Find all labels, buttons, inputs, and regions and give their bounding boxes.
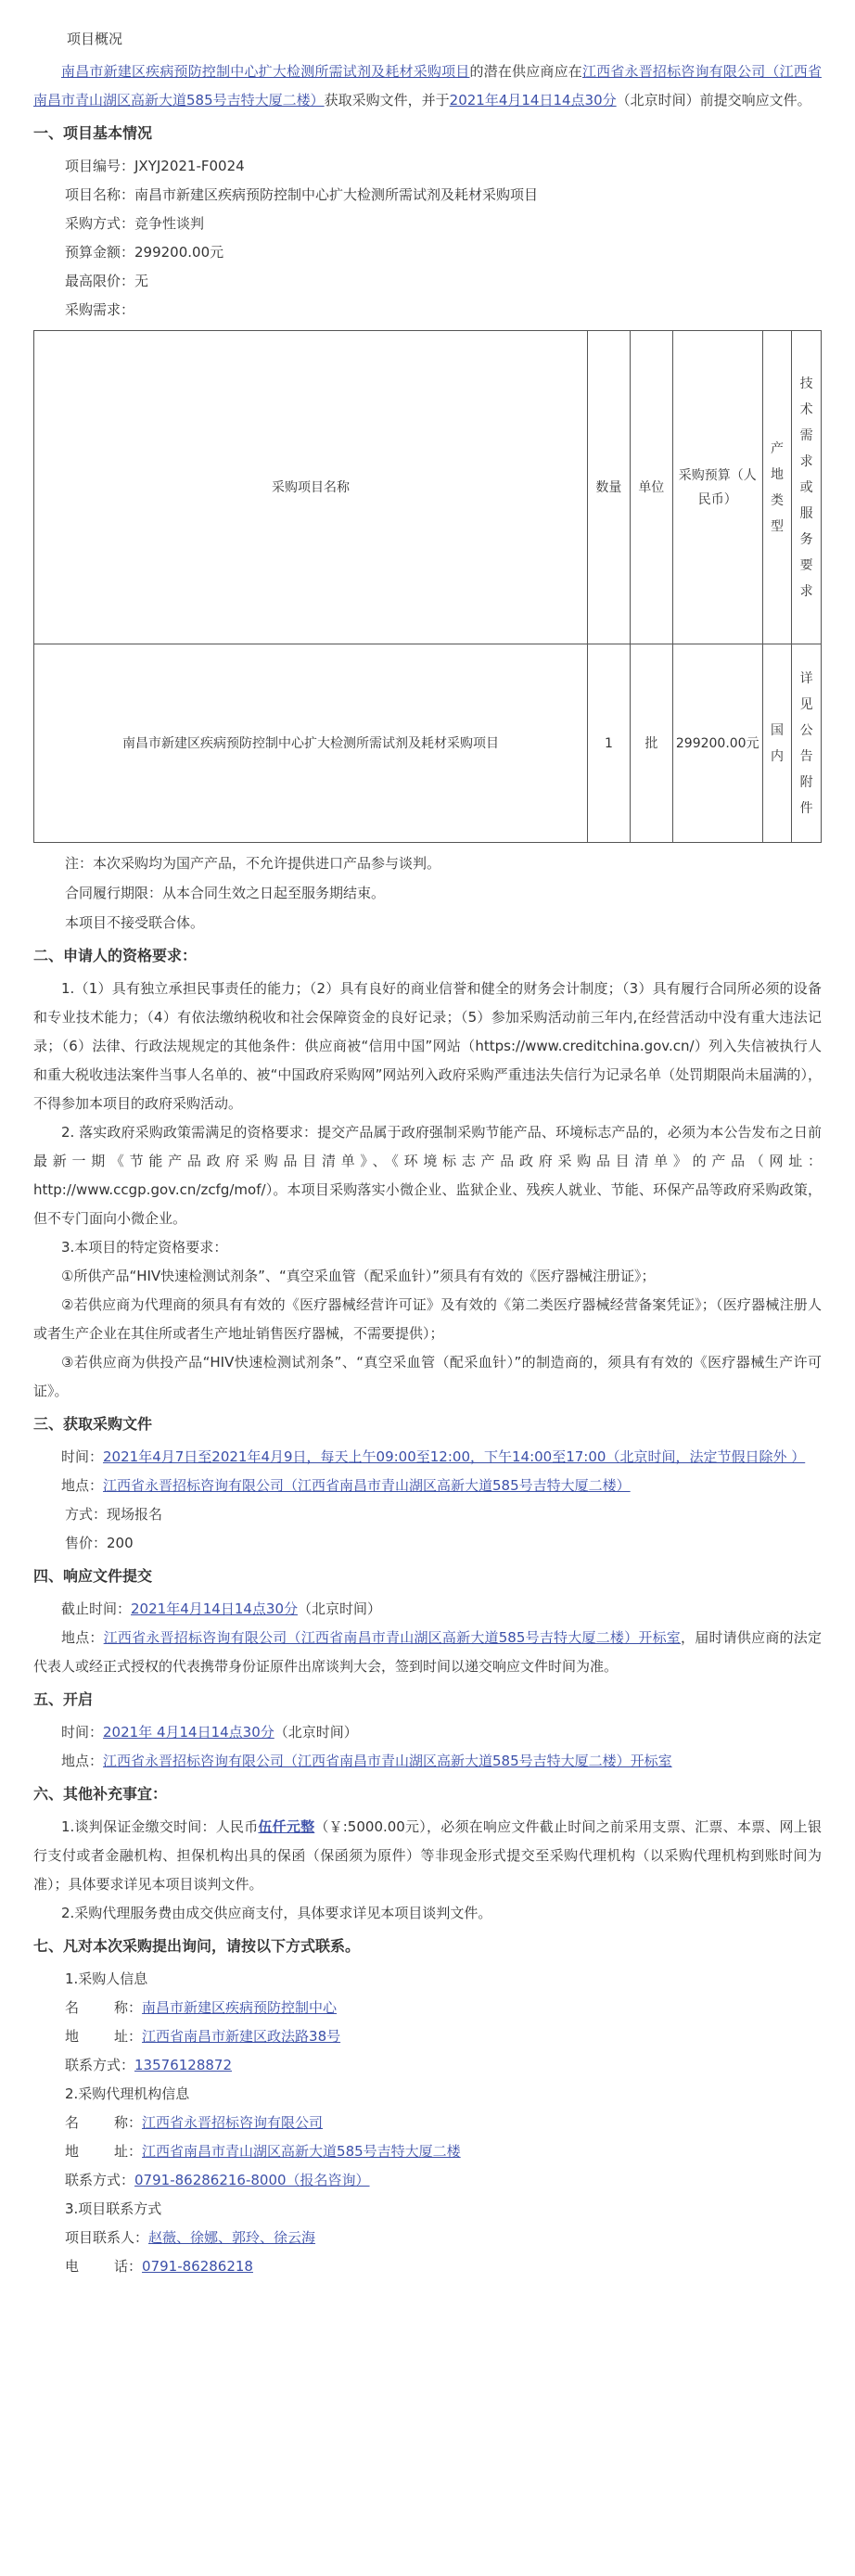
- obtain-price: 售价：200: [65, 1535, 134, 1551]
- cell-unit: 批: [630, 644, 672, 843]
- submission-place-suffix: ，届时请供应商的法定代表人或经正式授权的代表携带身份证原件出席谈判大会，签到时间以递交响应文件时间为准。: [33, 1629, 822, 1675]
- intro-text-3: （北京时间）前提交响应文件。: [616, 92, 811, 108]
- qualification-specific-2: ②若供应商为代理商的须具有有效的《医疗器械经营许可证》及有效的《第二类医疗器械经营备案凭证》；（医疗器械注册人或者生产企业在其住所或者生产地址销售医疗器械，不需要提供）；: [33, 1296, 822, 1342]
- obtain-method: 方式：现场报名: [65, 1506, 163, 1523]
- cell-item-name: 南昌市新建区疾病预防控制中心扩大检测所需试剂及耗材采购项目: [34, 644, 588, 843]
- demand-label: 采购需求：: [65, 301, 135, 318]
- opening-time-value: 2021年 4月14日14点30分: [103, 1724, 274, 1741]
- section-3-title: 三、获取采购文件: [33, 1415, 153, 1433]
- agency-heading: 2.采购代理机构信息: [65, 2085, 190, 2102]
- qualification-specific-3: ③若供应商为供投产品“HIV快速检测试剂条”、“真空采血管（配采血针）”的制造商的，须具有有效的《医疗器械生产许可证》。: [33, 1354, 822, 1399]
- obtain-time-label: 时间：: [61, 1448, 104, 1465]
- contact-value: 0791-86286218: [142, 2258, 253, 2275]
- max-price: 最高限价：无: [65, 273, 149, 289]
- deposit-amount: 伍仟元整: [258, 1818, 315, 1835]
- cell-budget: 299200.00元: [672, 644, 762, 843]
- intro-paragraph: [33, 57, 822, 115]
- project-contact-phone: [33, 2252, 822, 2281]
- procurement-method: 采购方式：竞争性谈判: [65, 215, 205, 232]
- submission-place-value: 江西省永晋招标咨询有限公司（江西省南昌市青山湖区高新大道585号吉特大厦二楼）开标室: [103, 1629, 682, 1646]
- table-header-row: [34, 331, 822, 644]
- project-contact-persons: [33, 2224, 822, 2252]
- deposit-text-2: （￥:5000.00元），必须在响应文件截止时间之前采用支票、汇票、本票、网上银行支付或者金融机构、担保机构出具的保函（保函须为原件）等非现金形式提交至采购代理机构（以采购代理机构到账时间为准）；具体要求详见本项目谈判文件。: [33, 1818, 822, 1893]
- contact-value: 南昌市新建区疾病预防控制中心: [142, 1999, 338, 2016]
- header-tech-requirements: 技术需求或服务要求: [792, 331, 822, 644]
- contact-value: 13576128872: [134, 2057, 232, 2073]
- opening-time-label: 时间：: [61, 1724, 104, 1741]
- opening-time: [33, 1718, 822, 1747]
- qualification-policy: 2. 落实政府采购政策需满足的资格要求：提交产品属于政府强制采购节能产品、环境标志产品的，必须为本公告发布之日前最新一期《节能产品政府采购品目清单》、《环境标志产品政府采购品目清单》的产品（网址：http://www.ccgp.gov.cn/zcfg/mof/）。本项目采购落实小微企业、监狱企业、残疾人就业、节能、环保产品等政府采购政策，但不专门面向小微企业。: [33, 1124, 822, 1227]
- note-no-consortium: 本项目不接受联合体。: [65, 914, 205, 931]
- note-domestic: 注：本次采购均为国产产品，不允许提供进口产品参与谈判。: [65, 855, 441, 872]
- opening-place-label: 地点：: [61, 1753, 104, 1769]
- contact-label: 地: [65, 2143, 80, 2160]
- purchaser-phone: [33, 2051, 822, 2080]
- qualification-specific-1: ①所供产品“HIV快速检测试剂条”、“真空采血管（配采血针）”须具有有效的《医疗器械注册证》；: [61, 1268, 656, 1284]
- header-budget: 采购预算（人民币）: [672, 331, 762, 644]
- contact-value: 0791-86286216-8000（报名咨询）: [134, 2172, 370, 2188]
- submission-place-label: 地点：: [61, 1629, 104, 1646]
- contact-label: 联系方式：: [65, 2057, 135, 2073]
- opening-place: [33, 1747, 822, 1776]
- section-4-title: 四、响应文件提交: [33, 1567, 153, 1585]
- obtain-time: [33, 1443, 822, 1472]
- contact-label: 电: [65, 2258, 80, 2275]
- contact-label: 称：: [114, 1999, 143, 2016]
- obtain-time-value: 2021年4月7日至2021年4月9日，每天上午09:00至12:00，下午14:00至17:00（北京时间，法定节假日除外 ）: [103, 1448, 806, 1465]
- header-unit: 单位: [630, 331, 672, 644]
- section-2-title: 二、申请人的资格要求：: [33, 947, 198, 964]
- agency-address: [33, 2137, 822, 2166]
- obtain-place: [33, 1472, 822, 1500]
- opening-time-suffix: （北京时间）: [274, 1724, 358, 1741]
- contact-label: 址：: [114, 2028, 143, 2045]
- qualification-general: 1.（1）具有独立承担民事责任的能力；（2）具有良好的商业信誉和健全的财务会计制度；（3）具有履行合同所必须的设备和专业技术能力；（4）有依法缴纳税收和社会保障资金的良好记录；（5）参加采购活动前三年内,在经营活动中没有重大违法记录；（6）法律、行政法规规定的其他条件：供应商被“信用中国”网站（https://www.creditchina.gov.cn/）列入失信被执行人和重大税收违法案件当事人名单的、被“中国政府采购网”网站列入政府采购严重违法失信行为记录名单（处罚期限尚未届满的），不得参加本项目的政府采购活动。: [33, 980, 822, 1112]
- intro-project-name: 南昌市新建区疾病预防控制中心扩大检测所需试剂及耗材采购项目: [61, 63, 470, 80]
- deposit-text-1: 1.谈判保证金缴交时间：人民币: [61, 1818, 259, 1835]
- contact-label: 项目联系人：: [65, 2229, 149, 2246]
- header-item-name: 采购项目名称: [34, 331, 588, 644]
- project-contact-heading: 3.项目联系方式: [65, 2200, 162, 2217]
- contact-label: 称：: [114, 2114, 143, 2131]
- section-5-title: 五、开启: [33, 1690, 94, 1708]
- section-6-title: 六、其他补充事宜：: [33, 1785, 168, 1803]
- qualification-specific-heading: 3.本项目的特定资格要求：: [61, 1239, 228, 1256]
- cell-origin: 国内: [762, 644, 792, 843]
- intro-place: 江西省永晋招标咨询有限公司（江西省南昌市青山湖区高新大道585号吉特大厦二楼）: [33, 63, 822, 108]
- deposit-paragraph: [33, 1813, 822, 1899]
- agency-phone: [33, 2166, 822, 2195]
- contact-value: 江西省永晋招标咨询有限公司: [142, 2114, 324, 2131]
- section-1-title: 一、项目基本情况: [33, 124, 153, 142]
- header-origin: 产地类型: [762, 331, 792, 644]
- intro-text-1: 的潜在供应商应在: [469, 63, 582, 80]
- submission-deadline: [33, 1595, 822, 1624]
- contact-label: 地: [65, 2028, 80, 2045]
- contact-value: 江西省南昌市青山湖区高新大道585号吉特大厦二楼: [142, 2143, 461, 2160]
- opening-place-value: 江西省永晋招标咨询有限公司（江西省南昌市青山湖区高新大道585号吉特大厦二楼）开标室: [103, 1753, 672, 1769]
- purchaser-name: [33, 1994, 822, 2022]
- cell-quantity: 1: [587, 644, 630, 843]
- intro-text-2: 获取采购文件，并于: [324, 92, 450, 108]
- submission-deadline-value: 2021年4月14日14点30分: [131, 1600, 298, 1617]
- contact-label: 联系方式：: [65, 2172, 135, 2188]
- obtain-place-label: 地点：: [61, 1477, 104, 1494]
- submission-deadline-suffix: （北京时间）: [298, 1600, 382, 1617]
- agency-fee-paragraph: 2.采购代理服务费由成交供应商支付，具体要求详见本项目谈判文件。: [61, 1905, 492, 1921]
- intro-deadline: 2021年4月14日14点30分: [449, 92, 617, 108]
- contact-label: 名: [65, 2114, 80, 2131]
- header-quantity: 数量: [587, 331, 630, 644]
- note-contract-period: 合同履行期限：从本合同生效之日起至服务期结束。: [65, 885, 386, 901]
- submission-deadline-label: 截止时间：: [61, 1600, 132, 1617]
- contact-value: 江西省南昌市新建区政法路38号: [142, 2028, 341, 2045]
- contact-label: 址：: [114, 2143, 143, 2160]
- obtain-place-value: 江西省永晋招标咨询有限公司（江西省南昌市青山湖区高新大道585号吉特大厦二楼）: [103, 1477, 631, 1494]
- budget-amount: 预算金额：299200.00元: [65, 244, 224, 261]
- submission-place: [33, 1624, 822, 1681]
- cell-tech-requirements: 详见公告附件: [792, 644, 822, 843]
- contact-label: 话：: [114, 2258, 143, 2275]
- project-number: 项目编号：JXYJ2021-F0024: [65, 158, 245, 174]
- requirements-table: [33, 330, 822, 843]
- project-name: 项目名称：南昌市新建区疾病预防控制中心扩大检测所需试剂及耗材采购项目: [65, 186, 539, 203]
- section-7-title: 七、凡对本次采购提出询问，请按以下方式联系。: [33, 1937, 361, 1955]
- purchaser-heading: 1.采购人信息: [65, 1970, 148, 1987]
- contact-value: 赵薇、徐娜、郭玲、徐云海: [148, 2229, 316, 2246]
- table-row: [34, 644, 822, 843]
- overview-heading: 项目概况: [67, 31, 123, 47]
- purchaser-address: [33, 2022, 822, 2051]
- agency-name: [33, 2109, 822, 2137]
- contact-label: 名: [65, 1999, 80, 2016]
